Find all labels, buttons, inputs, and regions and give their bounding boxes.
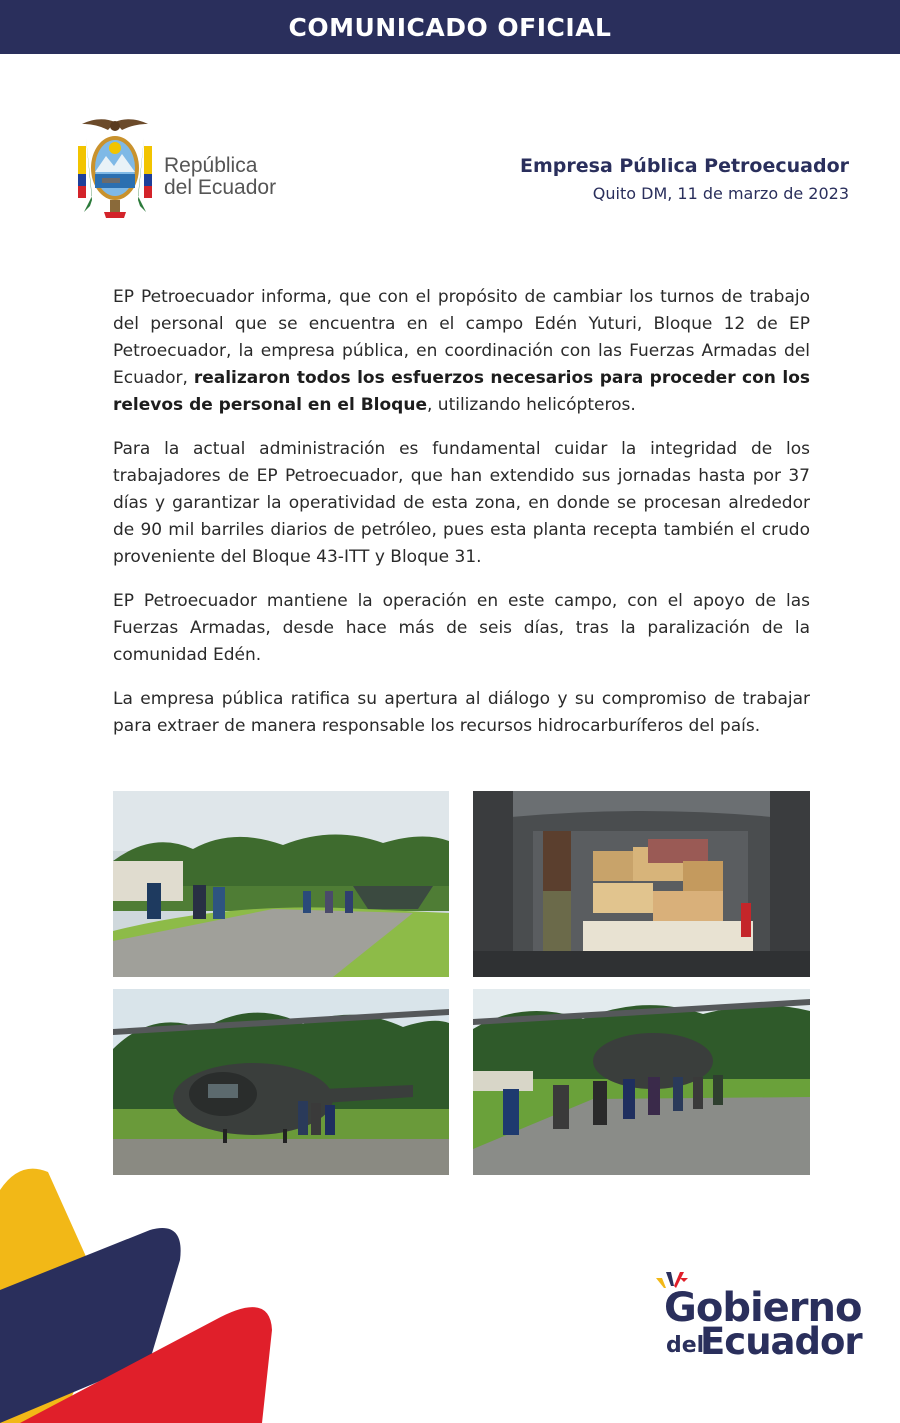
- letterhead-info: [520, 155, 849, 203]
- decorative-corner-shapes: [0, 1160, 290, 1423]
- gobierno-logo-line1: Gobierno: [664, 1285, 862, 1331]
- gov-line-1: República: [164, 154, 258, 177]
- photo-workers-walking: [473, 989, 810, 1175]
- paragraph-3: EP Petroecuador mantiene la operación en este campo, con el apoyo de las Fuerzas Armadas, desde hace más de seis días, tras la paralización de la comunidad Edén.: [113, 591, 810, 665]
- gobierno-logo-line2: Ecuador: [700, 1320, 862, 1363]
- dateline: Quito DM, 11 de marzo de 2023: [592, 184, 849, 203]
- photo-helicopter-supplies: [473, 791, 810, 977]
- gov-line-2: del Ecuador: [164, 176, 277, 199]
- header-bar: [0, 0, 900, 54]
- company-name: Empresa Pública Petroecuador: [520, 155, 849, 177]
- paragraph-1: [113, 284, 810, 419]
- paragraph-4: La empresa pública ratifica su apertura al diálogo y su compromiso de trabajar para extraer de manera responsable los recursos hidrocarburíferos del país.: [113, 689, 810, 736]
- page-title: COMUNICADO OFICIAL: [288, 12, 612, 42]
- paragraph-1-bold: realizaron todos los esfuerzos necesarios para proceder con los relevos de personal en el Bloque: [113, 368, 810, 415]
- photo-helicopter-boarding: [113, 989, 449, 1175]
- paragraph-2: Para la actual administración es fundamental cuidar la integridad de los trabajadores de EP Petroecuador, que han extendido sus jornadas hasta por 37 días y garantizar la operatividad de esta zona, en donde se procesan alrededor de 90 mil barriles diarios de petróleo, pues esta planta recepta también el crudo proveniente del Bloque 43-ITT y Bloque 31.: [113, 439, 810, 567]
- government-name: [164, 155, 276, 199]
- communique-body: [113, 284, 810, 757]
- paragraph-1-c: , utilizando helicópteros.: [426, 395, 636, 415]
- coat-of-arms-icon: [66, 116, 164, 224]
- paragraph-1-a: EP Petroecuador informa, que con el propósito de cambiar los turnos de trabajo del personal que se encuentra en el campo Edén Yuturi, Bloque 12 de EP Petroecuador, la empresa pública, en coordinación con las Fuerzas Armadas del Ecuador,: [113, 287, 810, 388]
- photo-workers-helipad: [113, 791, 449, 977]
- gobierno-logo-del: del: [666, 1333, 705, 1358]
